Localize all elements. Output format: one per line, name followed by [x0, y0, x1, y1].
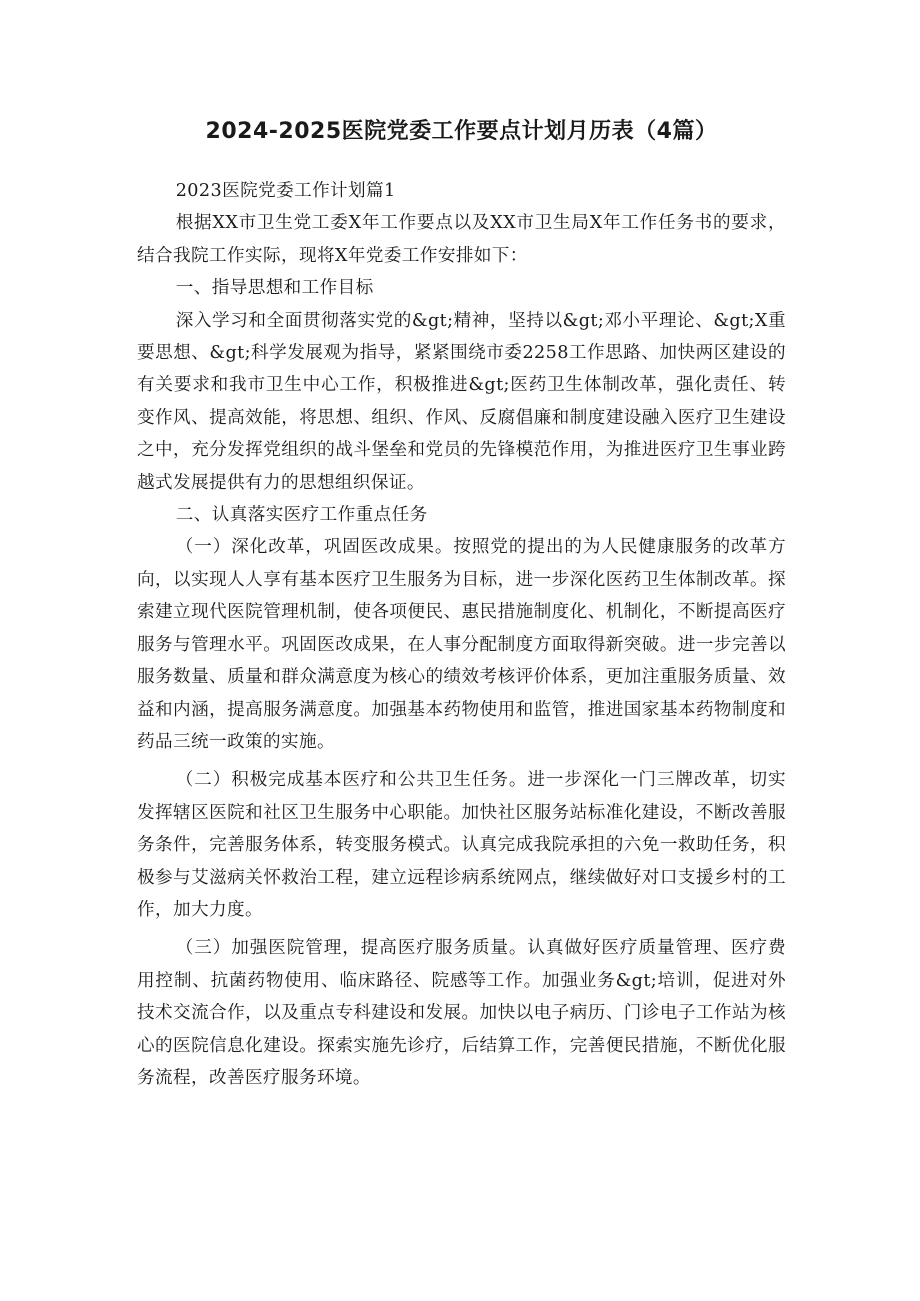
paragraph-hospital-management: （三）加强医院管理，提高医疗服务质量。认真做好医疗质量管理、医疗费用控制、抗菌药物使用、临床路径、院感等工作。加强业务&gt;培训，促进对外技术交流合作，以及重点专科建设和发展。加快以电子病历、门诊电子工作站为核心的医院信息化建设。探索实施先诊疗，后结算工作，完善便民措施，不断优化服务流程，改善医疗服务环境。: [137, 938, 786, 1088]
paragraph-basic-medical: （二）积极完成基本医疗和公共卫生任务。进一步深化一门三牌改革，切实发挥辖区医院和社区卫生服务中心职能。加快社区服务站标准化建设，不断改善服务条件，完善服务体系，转变服务模式。认真完成我院承担的六免一救助任务，积极参与艾滋病关怀救治工程，建立远程诊病系统网点，继续做好对口支援乡村的工作，加大力度。: [137, 770, 786, 920]
heading-medical-tasks: 二、认真落实医疗工作重点任务: [175, 505, 428, 526]
document-body: [137, 175, 786, 1094]
paragraph-deepen-reform: （一）深化改革，巩固医改成果。按照党的提出的为人民健康服务的改革方向，以实现人人享有基本医疗卫生服务为目标，进一步深化医药卫生体制改革。探索建立现代医院管理机制，使各项便民、惠民措施制度化、机制化，不断提高医疗服务与管理水平。巩固医改成果，在人事分配制度方面取得新突破。进一步完善以服务数量、质量和群众满意度为核心的绩效考核评价体系，更加注重服务质量、效益和内涵，提高服务满意度。加强基本药物使用和监管，推进国家基本药物制度和药品三统一政策的实施。: [137, 537, 786, 752]
intro-paragraph: 根据XX市卫生党工委X年工作要点以及XX市卫生局X年工作任务书的要求，结合我院工作实际，现将X年党委工作安排如下：: [137, 213, 786, 266]
section-heading-plan-1: 2023医院党委工作计划篇1: [175, 181, 396, 201]
document-title: 2024-2025医院党委工作要点计划月历表（4篇）: [205, 119, 718, 144]
heading-guiding-ideology: 一、指导思想和工作目标: [175, 278, 374, 299]
paragraph-guiding-ideology: 深入学习和全面贯彻落实党的&gt;精神，坚持以&gt;邓小平理论、&gt;X重要思想、&gt;科学发展观为指导，紧紧围绕市委2258工作思路、加快两区建设的有关要求和我市卫生中心工作，积极推进&gt;医药卫生体制改革，强化责任、转变作风、提高效能，将思想、组织、作风、反腐倡廉和制度建设融入医疗卫生建设之中，充分发挥党组织的战斗堡垒和党员的先锋模范作用，为推进医疗卫生事业跨越式发展提供有力的思想组织保证。: [137, 310, 786, 493]
